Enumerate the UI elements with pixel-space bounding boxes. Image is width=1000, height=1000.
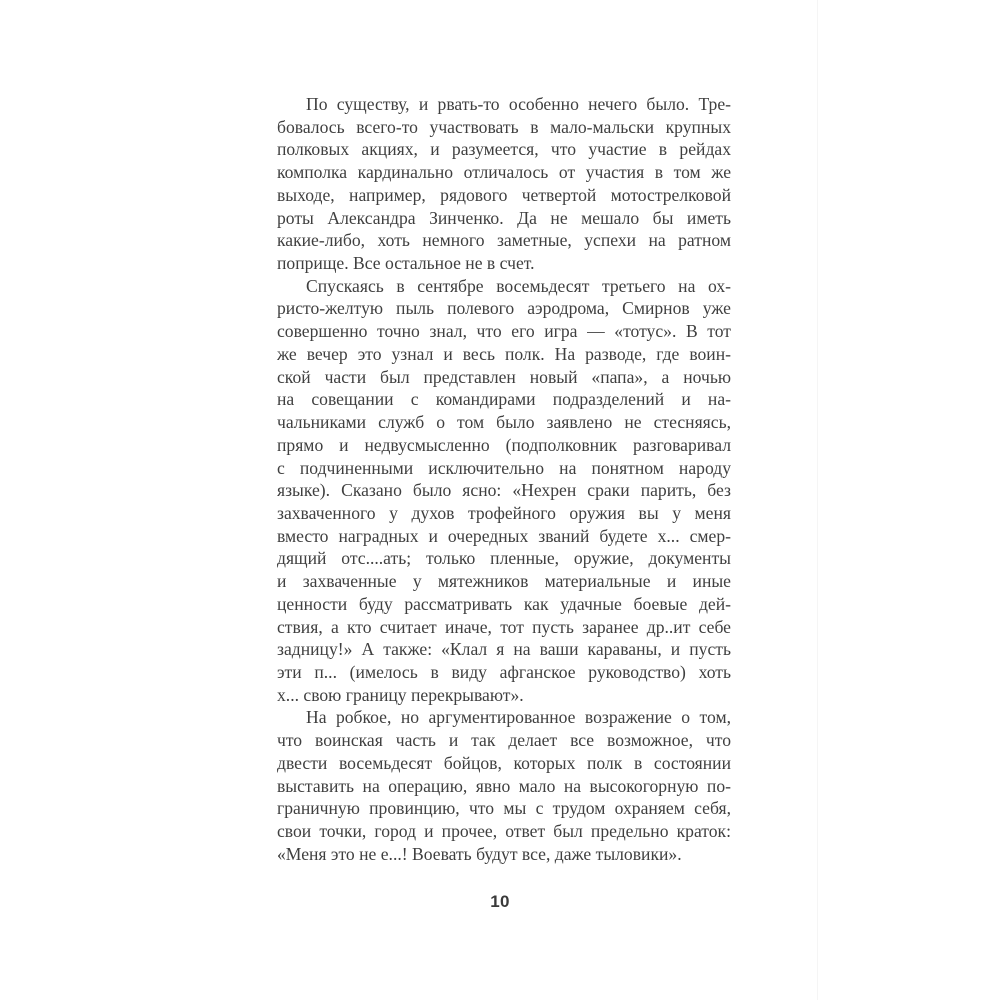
- text-line: эти п... (имелось в виду афганское руководство) хоть: [277, 661, 731, 682]
- text-line: По существу, и рвать-то особенно нечего было. Тре-: [306, 94, 731, 114]
- text-line: двести восемьдесят бойцов, которых полк в состоянии: [277, 752, 731, 773]
- text-line: дящий отс....ать; только пленные, оружие, документы: [277, 548, 731, 569]
- text-line: полковых акциях, и разумеется, что участие в рейдах: [277, 139, 731, 160]
- text-line: ценности буду рассматривать как удачные боевые дей-: [277, 593, 731, 614]
- text-line: ствия, а кто считает иначе, тот пусть заранее др..ит себе: [277, 616, 731, 637]
- text-line: свои точки, город и прочее, ответ был предельно краток:: [277, 821, 731, 841]
- text-line: и захваченные у мятежников материальные и иные: [277, 571, 731, 592]
- text-line: на совещании с командирами подразделений и на-: [277, 389, 731, 410]
- text-line: граничную провинцию, что мы с трудом охраняем себя,: [277, 798, 731, 819]
- text-line: бовалось всего-то участвовать в мало-мальски крупных: [277, 116, 731, 137]
- text-line: что воинская часть и так делает все возможное, что: [277, 730, 731, 751]
- text-line: задницу!» А также: «Клал я на ваши караваны, и пусть: [277, 639, 731, 660]
- text-line: На робкое, но аргументированное возражение о том,: [306, 707, 731, 728]
- text-line: какие-либо, хоть немного заметные, успехи на ратном: [277, 230, 731, 251]
- page-text: [277, 93, 731, 865]
- text-line: «Меня это не е...! Воевать будут все, даже тыловики».: [277, 843, 682, 864]
- text-line: же вечер это узнал и весь полк. На разводе, где воин-: [277, 343, 731, 364]
- text-line: выставить на операцию, явно мало на высокогорную по-: [277, 775, 731, 796]
- text-line: Спускаясь в сентябре восемьдесят третьего на ох-: [306, 275, 731, 296]
- text-line: роты Александра Зинченко. Да не мешало бы иметь: [277, 207, 731, 228]
- text-line: языке). Сказано было ясно: «Нехрен сраки парить, без: [277, 480, 731, 501]
- page-edge-line: [817, 0, 818, 1000]
- text-line: поприще. Все остальное не в счет.: [277, 253, 535, 274]
- text-line: с подчиненными исключительно на понятном народу: [277, 457, 731, 478]
- text-line: ской части был представлен новый «папа», а ночью: [277, 366, 731, 387]
- text-line: захваченного у духов трофейного оружия вы у меня: [277, 502, 731, 523]
- text-line: ристо-желтую пыль полевого аэродрома, Смирнов уже: [277, 298, 731, 319]
- text-line: х... свою границу перекрывают».: [277, 684, 524, 705]
- text-line: совершенно точно знал, что его игра — «тотус». В тот: [277, 321, 731, 342]
- text-line: чальниками служб о том было заявлено не стесняясь,: [277, 412, 731, 433]
- text-line: вместо наградных и очередных званий будете х... смер-: [277, 525, 731, 546]
- page-number: 10: [490, 892, 510, 911]
- text-line: выходе, например, рядового четвертой мотострелковой: [277, 184, 731, 205]
- text-line: прямо и недвусмысленно (подполковник разговаривал: [277, 434, 731, 455]
- text-line: комполка кардинально отличалось от участия в том же: [277, 162, 731, 183]
